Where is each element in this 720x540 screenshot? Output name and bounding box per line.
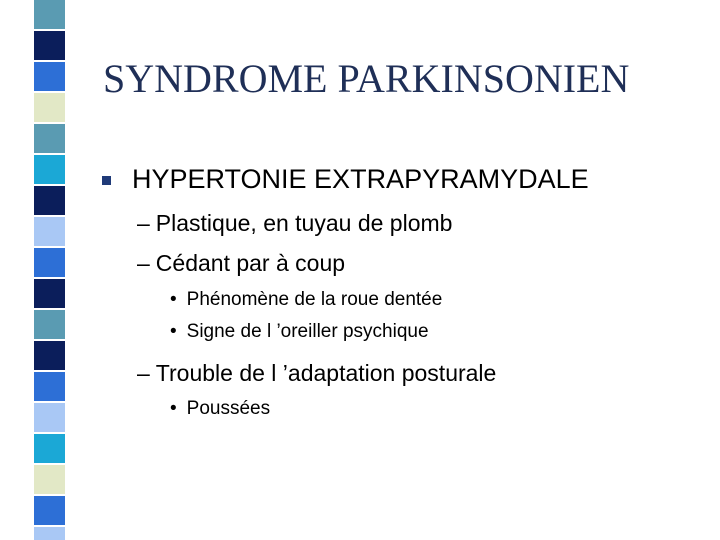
bullet-level2-text: Cédant par à coup [155, 250, 346, 276]
bullet-level3 [170, 398, 270, 420]
stripe-block [34, 279, 65, 308]
bullet-level3 [170, 289, 442, 311]
stripe-block [34, 186, 65, 215]
stripe-block [34, 434, 65, 463]
stripe-block [34, 496, 65, 525]
dash-marker: – [137, 250, 150, 276]
stripe-block [34, 124, 65, 153]
dash-marker: – [137, 210, 150, 236]
bullet-level3 [170, 321, 429, 343]
stripe-block [34, 310, 65, 339]
stripe-block [34, 248, 65, 277]
bullet-level1: HYPERTONIE EXTRAPYRAMYDALE [132, 164, 589, 194]
stripe-block [34, 155, 65, 184]
dot-marker: • [170, 321, 177, 342]
stripe-block [34, 403, 65, 432]
dot-marker: • [170, 398, 177, 419]
stripe-block [34, 31, 65, 60]
stripe-block [34, 341, 65, 370]
stripe-block [34, 217, 65, 246]
bullet-level3-text: Signe de l ’oreiller psychique [186, 321, 429, 342]
dot-marker: • [170, 289, 177, 310]
bullet-level2 [137, 360, 496, 387]
bullet-level3-text: Poussées [186, 398, 271, 419]
bullet-level2-text: Trouble de l ’adaptation posturale [155, 360, 497, 386]
stripe-block [34, 0, 65, 29]
stripe-block [34, 372, 65, 401]
stripe-block [34, 527, 65, 540]
stripe-block [34, 62, 65, 91]
stripe-block [34, 465, 65, 494]
bullet-level2-text: Plastique, en tuyau de plomb [155, 210, 453, 236]
square-bullet-icon [102, 176, 111, 185]
dash-marker: – [137, 360, 150, 386]
bullet-level2 [137, 210, 452, 237]
stripe-block [34, 93, 65, 122]
bullet-level2 [137, 250, 345, 277]
decorative-stripe [0, 0, 70, 540]
bullet-level3-text: Phénomène de la roue dentée [186, 289, 443, 310]
slide-title: SYNDROME PARKINSONIEN [103, 56, 630, 101]
